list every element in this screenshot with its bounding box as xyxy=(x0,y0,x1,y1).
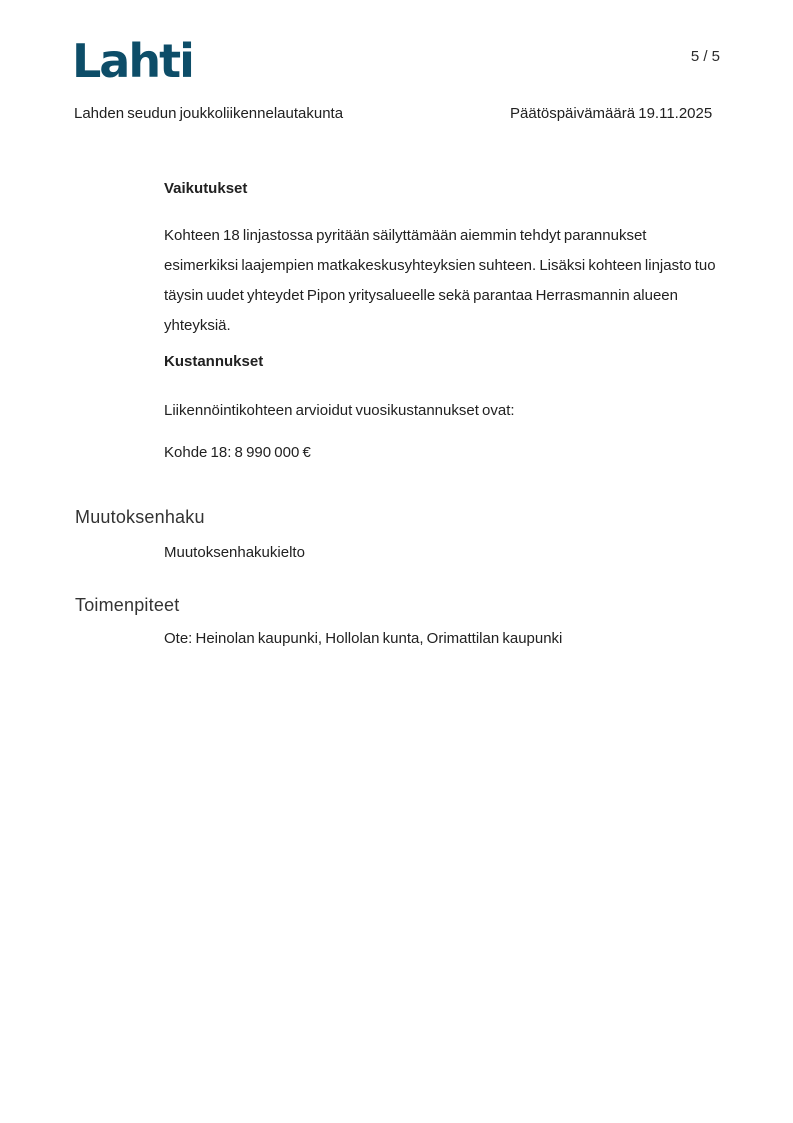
section-label-muutoksenhaku: Muutoksenhaku xyxy=(75,507,205,527)
lahti-logo: Lahti xyxy=(72,34,193,88)
page-number: 5 / 5 xyxy=(690,48,720,65)
section-heading-vaikutukset: Vaikutukset xyxy=(164,180,248,197)
decision-date: Päätöspäivämäärä 19.11.2025 xyxy=(510,105,713,122)
cost-line: Kohde 18: 8 990 000 € xyxy=(164,444,311,461)
committee-name: Lahden seudun joukkoliikennelautakunta xyxy=(74,105,344,122)
paragraph-toimenpiteet: Ote: Heinolan kaupunki, Hollolan kunta, Orimattilan kaupunki xyxy=(164,630,563,647)
paragraph-muutoksenhaku: Muutoksenhakukielto xyxy=(164,544,305,561)
section-label-toimenpiteet: Toimenpiteet xyxy=(75,595,180,615)
section-heading-kustannukset: Kustannukset xyxy=(164,353,264,370)
paragraph-vaikutukset: Kohteen 18 linjastossa pyritään säilyttämään aiemmin tehdyt parannukset esimerkiksi laajempien matkakeskusyhteyksien suhteen. Lisäksi kohteen linjasto tuo täysin uudet yhteydet Pipon yritysalueelle sekä parantaa Herrasmannin alueen yhteyksiä. xyxy=(164,227,716,334)
paragraph-kustannukset-intro: Liikennöintikohteen arvioidut vuosikustannukset ovat: xyxy=(164,402,515,419)
